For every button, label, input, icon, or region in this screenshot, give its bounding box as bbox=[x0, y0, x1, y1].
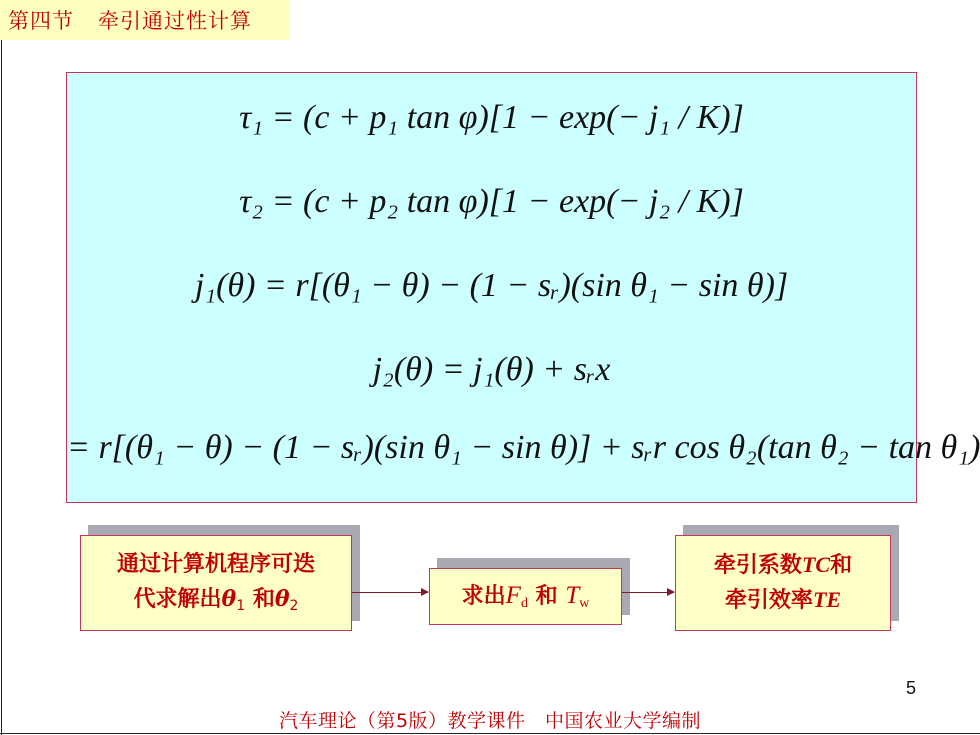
section-title bbox=[0, 0, 290, 40]
flow-step-iterate-line2 bbox=[134, 582, 299, 618]
equation-j1: j₁(θ) = r[(θ₁ − θ) − (1 − sᵣ)(sin θ₁ − sin θ)] bbox=[194, 267, 789, 304]
traction-coefficient-label: 牵引系数 bbox=[713, 552, 802, 578]
flow-step-forces-and: 和 bbox=[535, 584, 558, 610]
flow-step-forces-prefix: 求出 bbox=[461, 584, 506, 610]
te-abbr: TE bbox=[812, 587, 842, 612]
flow-step-iterate-and: 和 bbox=[252, 587, 275, 613]
bottom-border-line bbox=[0, 733, 980, 734]
section-number: 第四节 bbox=[8, 9, 74, 33]
theta1-symbol: θ bbox=[221, 586, 237, 613]
equation-j2-expanded: = r[(θ₁ − θ) − (1 − sᵣ)(sin θ₁ − sin θ)] + sᵣr cos θ₂(tan θ₂ − tan θ₁) bbox=[67, 429, 980, 466]
equation-tau1: τ₁ = (c + p₁ tan φ)[1 − exp(− j₁ / K)] bbox=[239, 99, 744, 136]
flow-step-forces bbox=[429, 568, 622, 625]
flow-step-iterate bbox=[80, 535, 352, 631]
flow-step-iterate-line1: 通过计算机程序可迭 bbox=[116, 552, 315, 578]
flow-step-results-line1 bbox=[714, 548, 852, 583]
flow-step-results bbox=[675, 535, 891, 631]
equation-tau2: τ₂ = (c + p₂ tan φ)[1 − exp(− j₂ / K)] bbox=[239, 183, 744, 220]
flow-step-results-line2 bbox=[725, 583, 841, 618]
equation-j2: j₂(θ) = j₁(θ) + sᵣx bbox=[372, 351, 611, 388]
section-heading: 牵引通过性计算 bbox=[98, 9, 252, 33]
arrow-right-icon bbox=[352, 592, 428, 593]
torque-symbol: T bbox=[565, 582, 580, 610]
page-number: 5 bbox=[906, 678, 917, 698]
torque-subscript: w bbox=[579, 596, 590, 612]
arrow-right-icon bbox=[622, 592, 674, 593]
theta2-subscript: 2 bbox=[289, 598, 299, 615]
tc-abbr: TC bbox=[801, 551, 831, 577]
traction-efficiency-label: 牵引效率 bbox=[724, 588, 813, 613]
footer-text: 汽车理论（第5版）教学课件 中国农业大学编制 bbox=[278, 710, 702, 732]
theta2-symbol: θ bbox=[274, 586, 290, 613]
left-border-line bbox=[1, 0, 2, 735]
force-symbol: F bbox=[505, 582, 521, 610]
traction-and: 和 bbox=[830, 552, 853, 578]
flow-step-forces-line bbox=[462, 577, 590, 616]
formula-panel bbox=[66, 72, 980, 503]
flow-step-iterate-prefix: 代求解出 bbox=[133, 587, 222, 613]
theta1-subscript: 1 bbox=[236, 598, 246, 615]
force-subscript: d bbox=[520, 596, 528, 612]
